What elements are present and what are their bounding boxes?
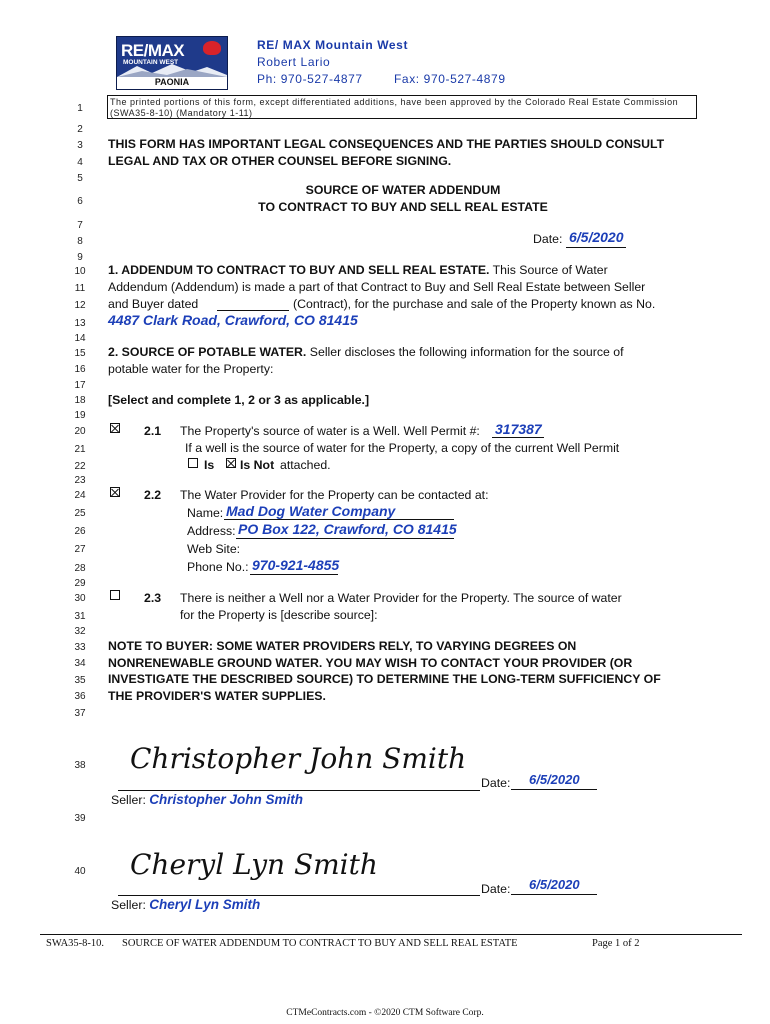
line-number: 34 (74, 658, 86, 669)
line-number: 13 (74, 318, 86, 329)
is-not-label: Is Not (240, 458, 275, 472)
logo-town: PAONIA (154, 77, 190, 87)
company-name: RE/ MAX Mountain West (257, 38, 409, 52)
agent-name: Robert Lario (257, 55, 331, 69)
line-number: 17 (74, 380, 86, 391)
line-number: 12 (74, 300, 86, 311)
line-number: 11 (74, 283, 86, 294)
approval-notice: The printed portions of this form, except differentiated additions, have been approved by the Colorado Real Estate Commission (SWA35-8-10) (Mandatory 1-11) (107, 95, 697, 119)
line-number: 29 (74, 578, 86, 589)
well-permit-is-not-checkbox[interactable] (226, 458, 236, 468)
date-label: Date: (533, 232, 563, 246)
option-2-3-text: There is neither a Well nor a Water Provider for the Property. The source of water (180, 591, 622, 605)
section-1-heading: 1. ADDENDUM TO CONTRACT TO BUY AND SELL REAL ESTATE. (108, 263, 490, 277)
line-number: 1 (77, 103, 83, 114)
footer-divider (40, 934, 742, 935)
line-number: 27 (74, 544, 86, 555)
line-number: 33 (74, 642, 86, 653)
line-number: 9 (77, 252, 83, 263)
agent-phone: Ph: 970-527-4877 (257, 72, 363, 86)
line-number: 30 (74, 593, 86, 604)
seller-2-name: Cheryl Lyn Smith (149, 897, 261, 912)
section-1-line: 1. ADDENDUM TO CONTRACT TO BUY AND SELL REAL ESTATE. This Source of Water (108, 263, 608, 277)
section-2-line: potable water for the Property: (108, 362, 274, 376)
option-2-1-text: The Property's source of water is a Well. Well Permit #: (180, 424, 480, 438)
option-number: 2.2 (144, 488, 162, 502)
form-title: SOURCE OF WATER ADDENDUM (305, 183, 501, 197)
provider-web-label: Web Site: (187, 542, 241, 556)
option-2-3-checkbox[interactable] (110, 590, 120, 600)
provider-address-label: Address: (187, 524, 236, 538)
logo-text: RE/MAX (121, 41, 185, 60)
mountain-icon (117, 63, 227, 77)
line-number: 35 (74, 675, 86, 686)
line-number: 24 (74, 490, 86, 501)
line-number: 40 (74, 866, 86, 877)
line-number: 15 (74, 348, 86, 359)
line-number: 32 (74, 626, 86, 637)
line-number: 38 (74, 760, 86, 771)
line-number: 36 (74, 691, 86, 702)
line-number: 19 (74, 410, 86, 421)
line-number: 22 (74, 461, 86, 472)
option-number: 2.3 (144, 591, 162, 605)
seller-2-signature[interactable]: Cheryl Lyn Smith (130, 848, 378, 881)
buyer-note: THE PROVIDER'S WATER SUPPLIES. (108, 689, 326, 703)
provider-phone[interactable]: 970-921-4855 (252, 557, 340, 573)
section-2-heading: 2. SOURCE OF POTABLE WATER. (108, 345, 307, 359)
line-number: 16 (74, 364, 86, 375)
legal-warning: LEGAL AND TAX OR OTHER COUNSEL BEFORE SIGNING. (108, 154, 452, 168)
seller-1-name: Christopher John Smith (149, 792, 304, 807)
balloon-icon (203, 41, 221, 55)
line-number: 6 (77, 196, 83, 207)
option-2-3-text: for the Property is [describe source]: (180, 608, 378, 622)
section-1-line: Addendum (Addendum) is made a part of that Contract to Buy and Sell Real Estate between Seller (108, 280, 646, 294)
footer-page-number: Page 1 of 2 (592, 938, 640, 949)
section-1-line: and Buyer dated (108, 297, 199, 311)
seller-2-date[interactable]: 6/5/2020 (529, 877, 580, 892)
line-number: 37 (74, 708, 86, 719)
agent-fax: Fax: 970-527-4879 (394, 72, 506, 86)
buyer-note: NOTE TO BUYER: SOME WATER PROVIDERS RELY, TO VARYING DEGREES ON (108, 639, 577, 653)
line-number: 39 (74, 813, 86, 824)
contract-date-field[interactable] (217, 310, 289, 311)
line-number: 20 (74, 426, 86, 437)
attached-label: attached. (280, 458, 331, 472)
line-number: 23 (74, 475, 86, 486)
remax-logo (116, 36, 228, 90)
select-instruction: [Select and complete 1, 2 or 3 as applicable.] (108, 393, 370, 407)
provider-name-label: Name: (187, 506, 224, 520)
is-label: Is (204, 458, 215, 472)
section-2-line: 2. SOURCE OF POTABLE WATER. Seller discloses the following information for the source of (108, 345, 624, 359)
footer-form-title: SOURCE OF WATER ADDENDUM TO CONTRACT TO BUY AND SELL REAL ESTATE (122, 938, 518, 949)
property-address[interactable]: 4487 Clark Road, Crawford, CO 81415 (108, 312, 358, 328)
line-number: 18 (74, 395, 86, 406)
line-number: 8 (77, 236, 83, 247)
line-number: 3 (77, 140, 83, 151)
well-permit-is-checkbox[interactable] (188, 458, 198, 468)
provider-address[interactable]: PO Box 122, Crawford, CO 81415 (238, 521, 457, 537)
legal-warning: THIS FORM HAS IMPORTANT LEGAL CONSEQUENCES AND THE PARTIES SHOULD CONSULT (108, 137, 665, 151)
option-2-1-text: If a well is the source of water for the Property, a copy of the current Well Permit (185, 441, 620, 455)
line-number: 31 (74, 611, 86, 622)
buyer-note: INVESTIGATE THE DESCRIBED SOURCE) TO DETERMINE THE LONG-TERM SUFFICIENCY OF (108, 672, 661, 686)
form-subtitle: TO CONTRACT TO BUY AND SELL REAL ESTATE (258, 200, 548, 214)
line-number: 5 (77, 173, 83, 184)
well-permit-number[interactable]: 317387 (495, 421, 542, 437)
line-number: 7 (77, 220, 83, 231)
line-number: 4 (77, 157, 83, 168)
option-2-2-checkbox[interactable] (110, 487, 120, 497)
provider-phone-label: Phone No.: (187, 560, 249, 574)
line-number: 14 (74, 333, 86, 344)
seller-1-line: Seller: Christopher John Smith (111, 792, 304, 807)
line-number: 25 (74, 508, 86, 519)
line-number: 28 (74, 563, 86, 574)
section-1-line: (Contract), for the purchase and sale of the Property known as No. (293, 297, 656, 311)
footer-form-code: SWA35-8-10. (46, 938, 105, 949)
seller-2-date-label: Date: (481, 882, 511, 896)
footer-copyright: CTMeContracts.com - ©2020 CTM Software Corp. (286, 1008, 484, 1018)
seller-2-line: Seller: Cheryl Lyn Smith (111, 897, 261, 912)
line-number: 26 (74, 526, 86, 537)
buyer-note: NONRENEWABLE GROUND WATER. YOU MAY WISH TO CONTACT YOUR PROVIDER (OR (108, 656, 633, 670)
provider-name[interactable]: Mad Dog Water Company (226, 503, 396, 519)
seller-1-signature[interactable]: Christopher John Smith (130, 742, 467, 775)
option-2-1-checkbox[interactable] (110, 423, 120, 433)
line-number: 2 (77, 124, 83, 135)
date-value[interactable]: 6/5/2020 (569, 229, 624, 245)
option-2-2-text: The Water Provider for the Property can be contacted at: (180, 488, 489, 502)
logo-subtext: MOUNTAIN WEST (123, 59, 179, 66)
option-number: 2.1 (144, 424, 162, 438)
seller-1-date-label: Date: (481, 776, 511, 790)
line-number: 21 (74, 444, 86, 455)
line-number: 10 (74, 266, 86, 277)
seller-1-date[interactable]: 6/5/2020 (529, 772, 580, 787)
